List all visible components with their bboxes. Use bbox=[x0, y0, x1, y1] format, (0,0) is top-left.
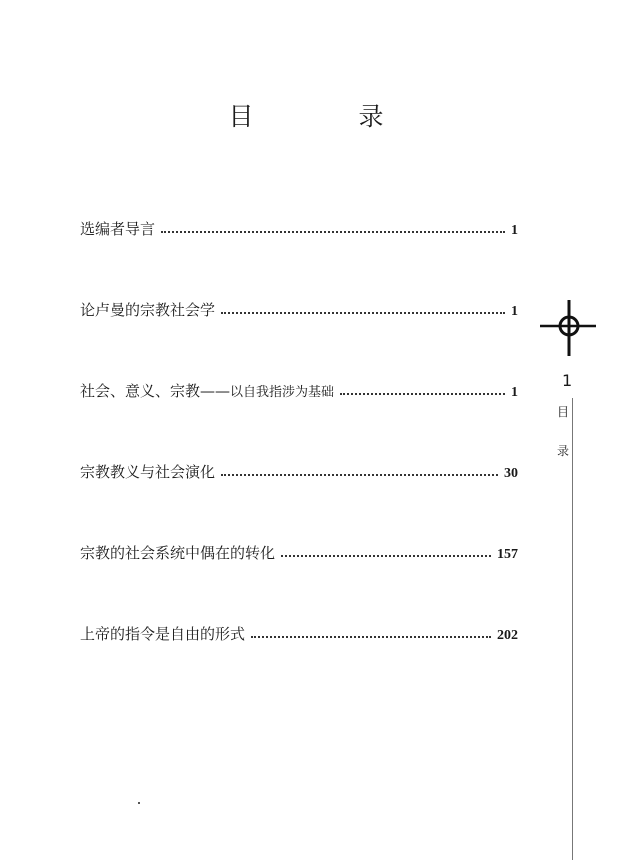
toc-leader-dots bbox=[221, 474, 498, 476]
toc-title: 上帝的指令是自由的形式 bbox=[80, 625, 246, 643]
toc-title: 选编者导言 bbox=[80, 220, 156, 238]
print-speck bbox=[138, 802, 140, 804]
toc-entry-intro[interactable] bbox=[80, 218, 518, 240]
side-page-number: 1 bbox=[562, 371, 573, 390]
toc-leader-dots bbox=[281, 555, 491, 557]
toc-leader-dots bbox=[251, 636, 491, 638]
toc-entry-god-directive[interactable] bbox=[80, 623, 518, 645]
side-section-label-1: 目 bbox=[557, 405, 570, 419]
toc-leader-dots bbox=[161, 231, 505, 233]
toc-leader-dots bbox=[340, 393, 505, 395]
toc-title: 论卢曼的宗教社会学 bbox=[80, 301, 216, 319]
toc-title: 宗教的社会系统中偶在的转化 bbox=[80, 544, 276, 562]
side-section-label-2: 录 bbox=[557, 444, 570, 458]
toc-subtitle: 以自我指涉为基础 bbox=[230, 385, 335, 400]
toc-page-number: 1 bbox=[511, 304, 518, 319]
toc-page-number: 1 bbox=[511, 223, 518, 238]
toc-leader-dots bbox=[221, 312, 505, 314]
toc-title: 宗教教义与社会演化 bbox=[80, 463, 216, 481]
toc-entry-contingency[interactable] bbox=[80, 542, 518, 564]
toc-title: 社会、意义、宗教—— bbox=[80, 382, 231, 400]
toc-entry-luhmann-sociology[interactable] bbox=[80, 299, 518, 321]
page-title: 目 录 bbox=[228, 102, 424, 131]
toc-page-number: 202 bbox=[497, 628, 518, 643]
toc-entry-society-meaning-religion[interactable] bbox=[80, 380, 518, 402]
toc-page-number: 157 bbox=[497, 547, 518, 562]
side-margin-rule bbox=[572, 398, 573, 860]
toc-page-number: 30 bbox=[504, 466, 518, 481]
toc-entry-doctrine-evolution[interactable] bbox=[80, 461, 518, 483]
crosshair-registration-icon bbox=[538, 300, 598, 360]
toc-page-number: 1 bbox=[511, 385, 518, 400]
